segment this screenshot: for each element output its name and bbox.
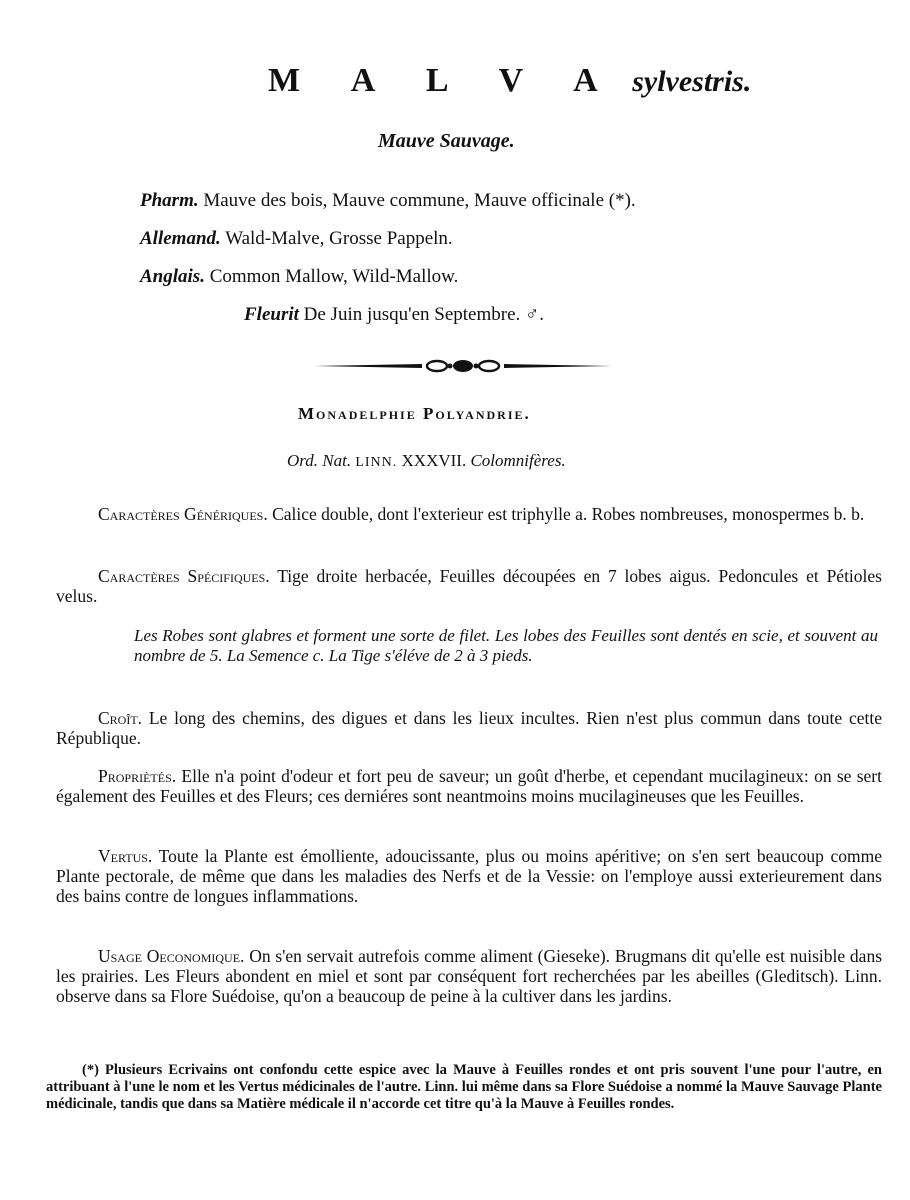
synonym-pharm [140, 190, 636, 212]
synonym-text: Mauve des bois, Mauve commune, Mauve officinale (*). [203, 190, 636, 211]
synonym-label: Allemand. [140, 228, 221, 249]
species-name: sylvestris. [632, 65, 752, 98]
order-number: XXXVII. [401, 451, 467, 470]
section-heading: Vertus. [98, 846, 153, 866]
section-text: On s'en servait autrefois comme aliment (Gieseke). Brugmans dit qu'elle est nuisible dans les prairies. Les Fleurs abondent en miel et sont par conséquent fort recherchées par les abeilles (Gleditsch). Linn. observe dans sa Flore Suédoise, qu'on a beaucoup de peine à la cultiver dans les jardins. [56, 946, 883, 1006]
section-heading: Caractères Génériques. [98, 504, 268, 524]
synonym-label: Fleurit [244, 304, 299, 325]
specific-characters [56, 566, 882, 606]
order-label: Ord. Nat. [287, 451, 352, 470]
synonym-anglais [140, 266, 458, 288]
footnote: (*) Plusieurs Ecrivains ont confondu cette espice avec la Mauve à Feuilles rondes et ont pris souvent l'une pour l'autre, en attribuant à l'une le nom et les Vertus médicinales de l'autre. Linn. lui même dans sa Flore Suédoise a nommé la Mauve Sauvage Plante médicinale, tandis que dans sa Matière médicale il n'accorde cet titre qu'à la Mauve à Feuilles rondes. [46, 1062, 882, 1112]
synonym-text: Wald-Malve, Grosse Pappeln. [225, 228, 453, 249]
genus-name: M A L V A [268, 62, 620, 99]
section-text: Elle n'a point d'odeur et fort peu de saveur; un goût d'herbe, et cependant mucilagineux: on se sert également des Feuilles et des Fleurs; ces derniéres sont neantmoins moins mucilagineuses que les Feuilles. [56, 766, 882, 806]
order-linn: LINN. [355, 455, 398, 470]
flowering-period [244, 304, 544, 326]
section-text: Le long des chemins, des digues et dans les lieux incultes. Rien n'est plus commun dans toute cette République. [56, 708, 882, 748]
section-heading: Caractères Spécifiques. [98, 566, 270, 586]
section-text: Calice double, dont l'exterieur est triphylle a. Robes nombreuses, monospermes b. b. [272, 504, 865, 524]
habitat-section [56, 708, 882, 748]
virtues-section [56, 846, 882, 906]
properties-section [56, 766, 882, 806]
section-heading: Usage Oeconomique. [98, 946, 245, 966]
economic-use-section [56, 946, 882, 1006]
section-heading: Propriètés. [98, 766, 177, 786]
section-text: Tige droite herbacée, Feuilles découpées en 7 lobes aigus. Pedoncules et Pétioles velus. [56, 566, 882, 606]
synonym-allemand [140, 228, 453, 250]
common-name: Mauve Sauvage. [378, 130, 515, 152]
generic-characters [56, 504, 882, 524]
section-heading: Croît. [98, 708, 143, 728]
ornamental-rule-icon [312, 354, 614, 378]
section-text: Toute la Plante est émolliente, adoucissante, plus ou moins apéritive; on s'en sert beaucoup comme Plante pectorale, de même que dans les maladies des Nerfs et de la Vessie: on l'employe aussi exterieurement dans des bains contre de longues inflammations. [56, 846, 883, 906]
synonym-label: Pharm. [140, 190, 199, 211]
order-family: Colomnifères. [470, 451, 566, 470]
plant-title [268, 62, 751, 100]
synonym-text: De Juin jusqu'en Septembre. ♂. [303, 304, 545, 325]
natural-order [287, 451, 566, 471]
synonym-text: Common Mallow, Wild-Mallow. [209, 266, 459, 287]
synonym-label: Anglais. [140, 266, 205, 287]
linnaean-class: Monadelphie Polyandrie. [298, 404, 531, 423]
descriptive-note: Les Robes sont glabres et forment une sorte de filet. Les lobes des Feuilles sont dentés en scie, et souvent au nombre de 5. La Semence c. La Tige s'éléve de 2 à 3 pieds. [134, 626, 878, 665]
